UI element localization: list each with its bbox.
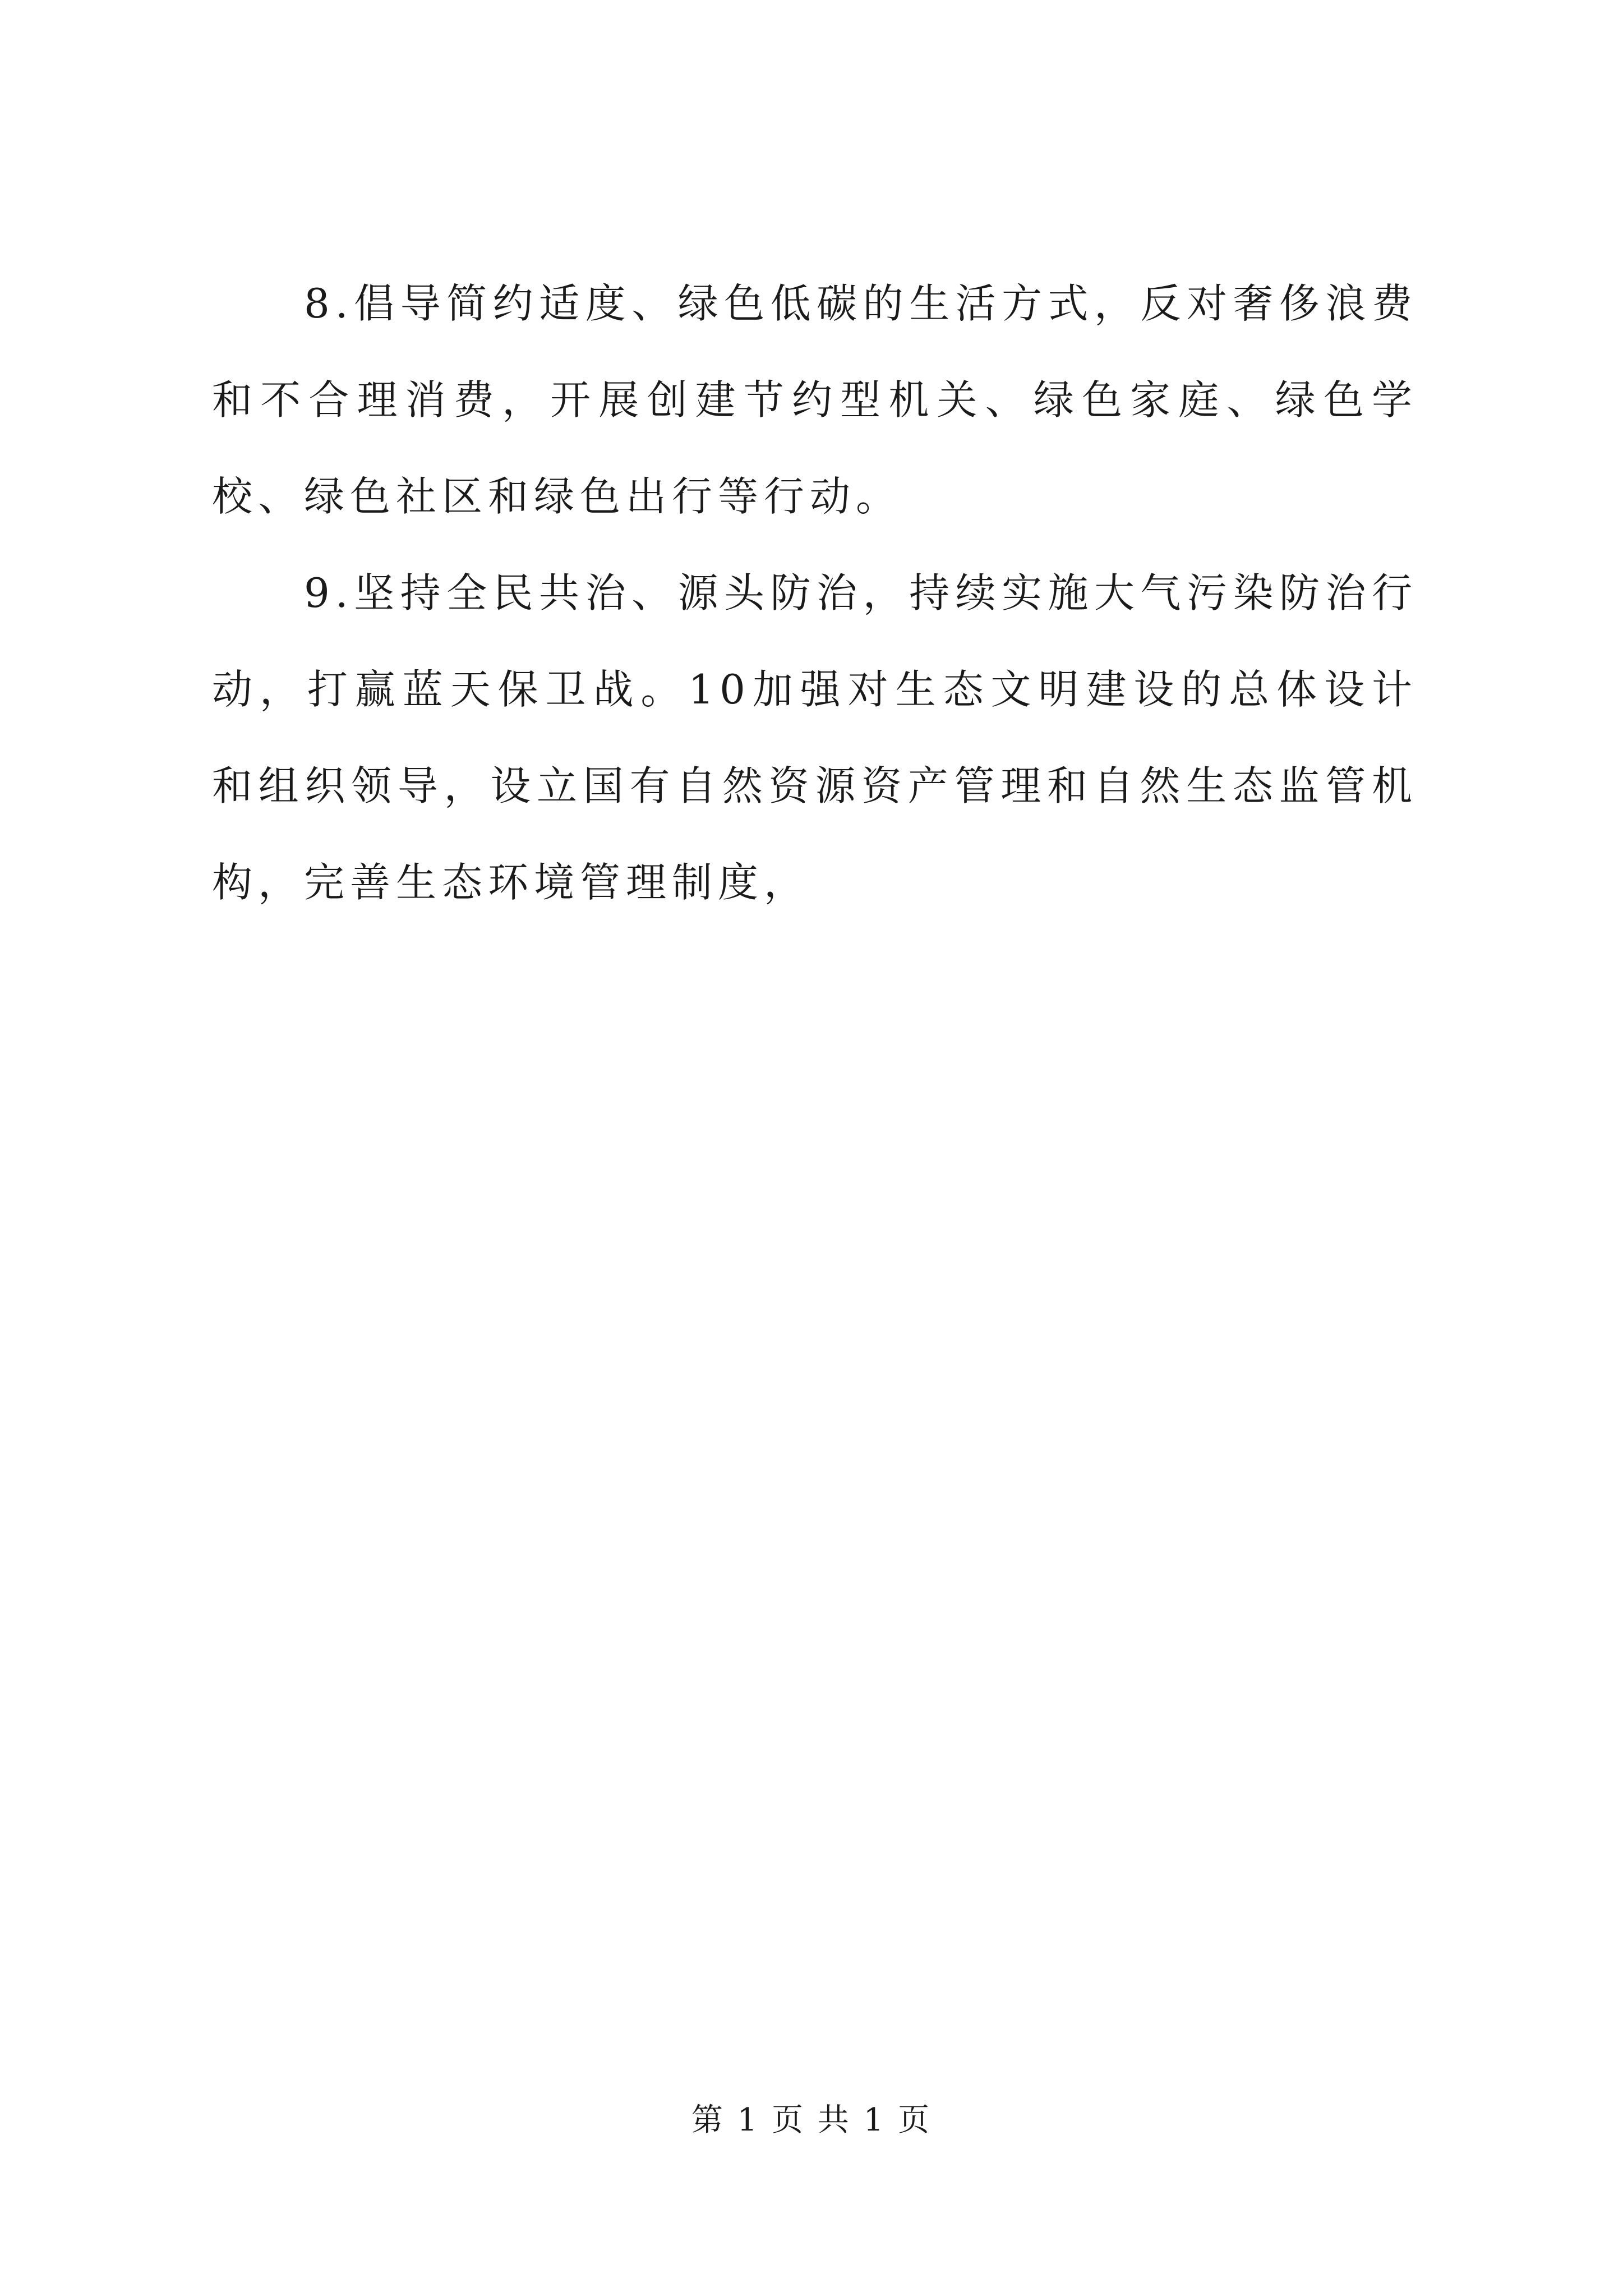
page-footer: 第 1 页 共 1 页 (691, 2102, 932, 2138)
document-body (212, 255, 1418, 931)
paragraph-8: 8.倡导简约适度、绿色低碳的生活方式，反对奢侈浪费和不合理消费，开展创建节约型机关、绿色家庭、绿色学校、绿色社区和绿色出行等行动。 (212, 280, 1418, 520)
paragraph-9: 9.坚持全民共治、源头防治，持续实施大气污染防治行动，打赢蓝天保卫战。10加强对生态文明建设的总体设计和组织领导，设立国有自然资源资产管理和自然生态监管机构，完善生态环境管理制度， (212, 569, 1418, 906)
